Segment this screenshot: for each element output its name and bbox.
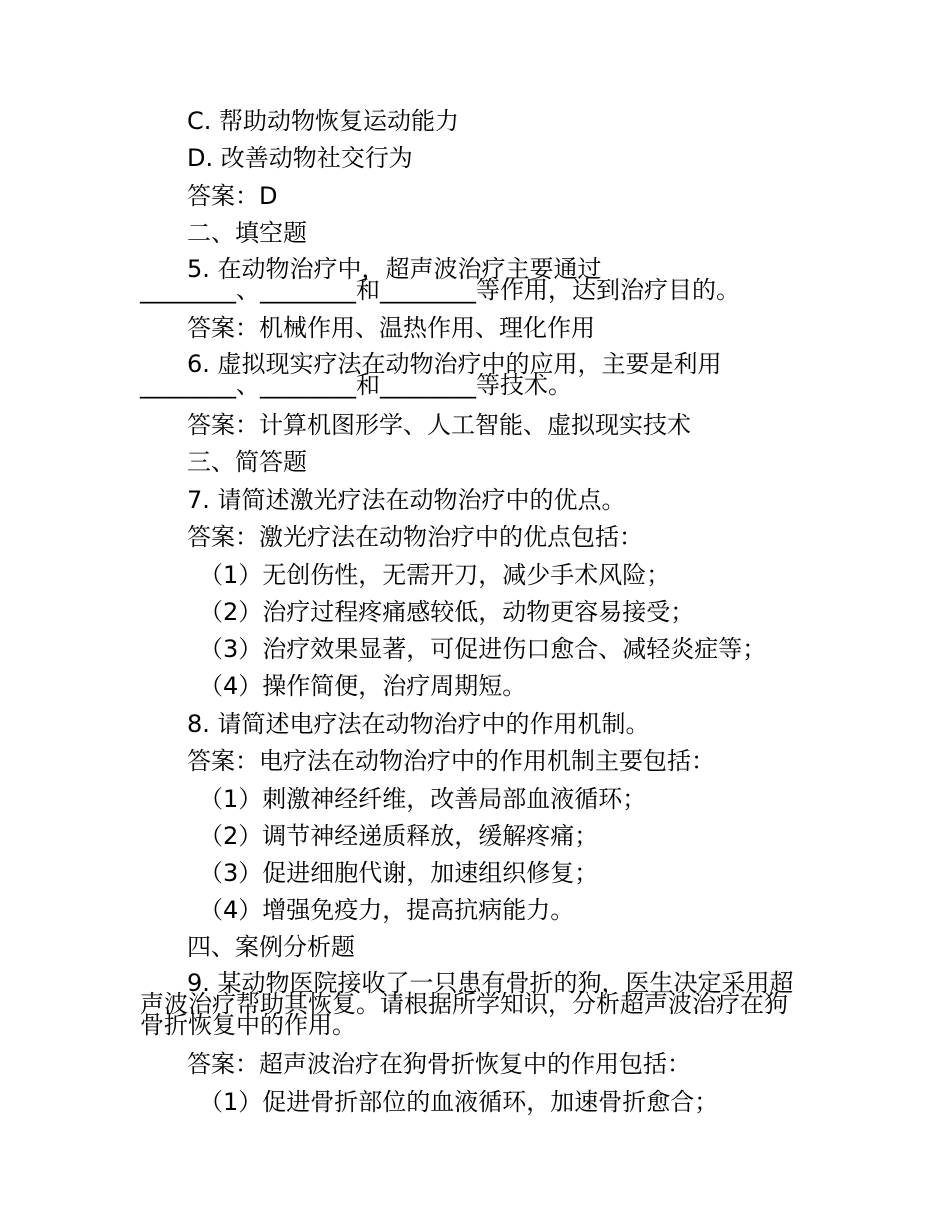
answer-8-point-3: （3）促进细胞代谢，加速组织修复； xyxy=(199,859,599,887)
section-heading-case-analysis: 四、案例分析题 xyxy=(187,933,355,961)
question-6-line-2: ________、________和________等技术。 xyxy=(140,371,572,399)
option-c: C. 帮助动物恢复运动能力 xyxy=(187,107,460,135)
answer-8-point-1: （1）刺激神经纤维，改善局部血液循环； xyxy=(199,785,647,813)
answer-7-point-2: （2）治疗过程疼痛感较低，动物更容易接受； xyxy=(199,598,695,626)
answer-7-point-4: （4）操作简便，治疗周期短。 xyxy=(199,672,527,700)
answer-9-intro: 答案：超声波治疗在狗骨折恢复中的作用包括： xyxy=(187,1050,691,1078)
answer-6: 答案：计算机图形学、人工智能、虚拟现实技术 xyxy=(187,411,691,439)
section-heading-fill-blank: 二、填空题 xyxy=(187,219,307,247)
answer-9-point-1: （1）促进骨折部位的血液循环，加速骨折愈合； xyxy=(199,1088,719,1116)
answer-7-intro: 答案：激光疗法在动物治疗中的优点包括： xyxy=(187,523,643,551)
answer-5: 答案：机械作用、温热作用、理化作用 xyxy=(187,314,595,342)
question-9-line-2: 声波治疗帮助其恢复。请根据所学知识，分析超声波治疗在狗 xyxy=(140,990,788,1018)
question-9-line-3: 骨折恢复中的作用。 xyxy=(140,1011,356,1039)
question-6-line-1: 6. 虚拟现实疗法在动物治疗中的应用，主要是利用 xyxy=(187,350,722,378)
answer-8-intro: 答案：电疗法在动物治疗中的作用机制主要包括： xyxy=(187,747,715,775)
answer-7-point-1: （1）无创伤性，无需开刀，减少手术风险； xyxy=(199,561,671,589)
answer-4: 答案：D xyxy=(187,182,278,210)
question-8: 8. 请简述电疗法在动物治疗中的作用机制。 xyxy=(187,710,650,738)
answer-8-point-2: （2）调节神经递质释放，缓解疼痛； xyxy=(199,822,599,850)
question-9-line-1: 9. 某动物医院接收了一只患有骨折的狗，医生决定采用超 xyxy=(187,969,794,997)
answer-7-point-3: （3）治疗效果显著，可促进伤口愈合、减轻炎症等； xyxy=(199,635,767,663)
section-heading-short-answer: 三、简答题 xyxy=(187,448,307,476)
answer-8-point-4: （4）增强免疫力，提高抗病能力。 xyxy=(199,896,575,924)
question-7: 7. 请简述激光疗法在动物治疗中的优点。 xyxy=(187,486,626,514)
option-d: D. 改善动物社交行为 xyxy=(187,144,413,172)
question-5-line-1: 5. 在动物治疗中，超声波治疗主要通过 xyxy=(187,255,602,283)
question-5-line-2: ________、________和________等作用，达到治疗目的。 xyxy=(140,276,740,304)
